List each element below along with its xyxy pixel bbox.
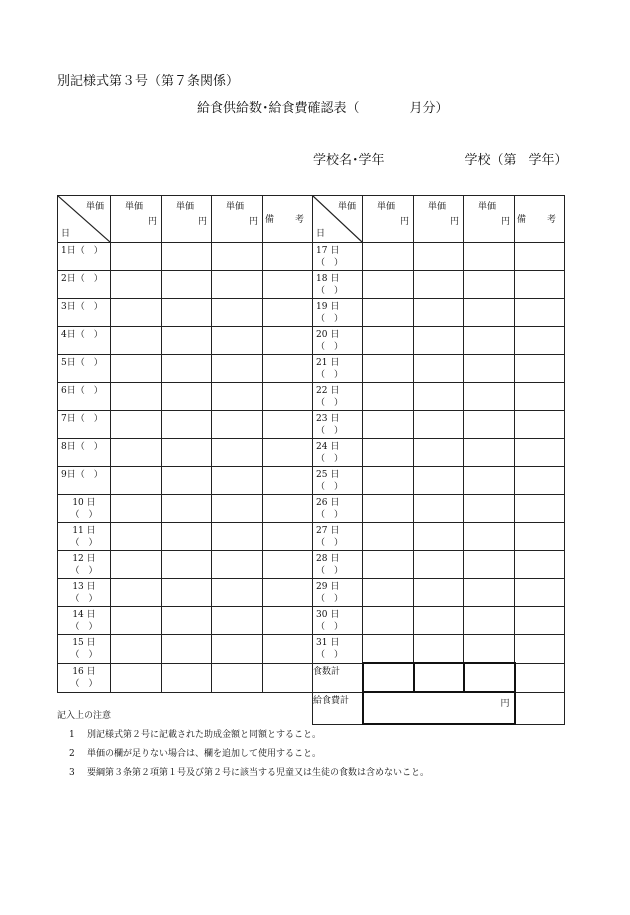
table-row (58, 383, 565, 411)
note-item: 1 別記様式第２号に記載された助成金額と同額とすること。 (69, 730, 322, 740)
day-label-cell: 16 日 （ ） (58, 663, 111, 692)
meals-total-label: 食数計 (313, 663, 363, 692)
entry-cell[interactable] (162, 551, 212, 579)
day-label-cell: 15 日 （ ） (58, 635, 111, 664)
unit-price-header: 単価 円 (111, 196, 162, 243)
table-row (58, 411, 565, 439)
entry-cell[interactable] (464, 635, 515, 664)
entry-cell[interactable] (464, 439, 515, 467)
entry-cell[interactable] (263, 243, 313, 271)
entry-cell[interactable] (515, 243, 565, 271)
unit-price-header: 単価 円 (212, 196, 263, 243)
entry-cell[interactable] (464, 495, 515, 523)
entry-cell[interactable] (212, 243, 263, 271)
entry-cell[interactable] (464, 355, 515, 383)
entry-cell[interactable] (464, 243, 515, 271)
school-end: 学年） (528, 153, 568, 168)
entry-cell[interactable] (464, 327, 515, 355)
day-label-cell: 4日（ ） (58, 327, 111, 355)
entry-cell[interactable] (515, 439, 565, 467)
entry-cell[interactable] (414, 439, 464, 467)
entry-cell[interactable] (162, 271, 212, 299)
notes-title: 記入上の注意 (57, 711, 112, 721)
table-row (58, 439, 565, 467)
entry-cell[interactable] (263, 383, 313, 411)
day-label-cell: 13 日 （ ） (58, 579, 111, 607)
document-title (197, 97, 449, 116)
remarks-header: 備 考 (515, 196, 565, 243)
day-corner-label: 日 (61, 229, 71, 239)
day-label-cell: 30 日 （ ） (313, 607, 363, 635)
day-corner-label: 日 (316, 229, 326, 239)
entry-cell[interactable] (111, 271, 162, 299)
unit-price-header: 単価 円 (363, 196, 414, 243)
entry-cell[interactable] (162, 383, 212, 411)
table-row (58, 523, 565, 551)
entry-cell[interactable] (212, 579, 263, 607)
entry-cell[interactable] (363, 271, 414, 299)
entry-cell[interactable] (111, 495, 162, 523)
notes-section (57, 707, 429, 783)
entry-cell[interactable] (464, 551, 515, 579)
entry-cell[interactable] (162, 523, 212, 551)
day-label-cell: 12 日 （ ） (58, 551, 111, 579)
entry-cell[interactable] (515, 607, 565, 635)
day-label-cell: 7日（ ） (58, 411, 111, 439)
entry-cell[interactable] (414, 271, 464, 299)
entry-cell[interactable] (263, 495, 313, 523)
day-label-cell: 22 日 （ ） (313, 383, 363, 411)
table-row (58, 299, 565, 327)
title-suffix: 月分） (409, 101, 449, 116)
day-label-cell: 28 日 （ ） (313, 551, 363, 579)
entry-cell[interactable] (464, 523, 515, 551)
table-row (58, 495, 565, 523)
unit-price-header: 単価 円 (414, 196, 464, 243)
day-label-cell: 3日（ ） (58, 299, 111, 327)
entry-cell[interactable] (162, 663, 212, 692)
remarks-header: 備 考 (263, 196, 313, 243)
entry-cell[interactable] (363, 607, 414, 635)
entry-cell[interactable] (263, 439, 313, 467)
diagonal-header-cell (58, 196, 111, 243)
day-label-cell: 19 日 （ ） (313, 299, 363, 327)
entry-cell[interactable] (263, 551, 313, 579)
entry-cell[interactable] (515, 467, 565, 495)
entry-cell[interactable] (212, 663, 263, 692)
entry-cell[interactable] (515, 523, 565, 551)
day-label-cell: 17 日 （ ） (313, 243, 363, 271)
day-label-cell: 27 日 （ ） (313, 523, 363, 551)
entry-cell[interactable] (515, 383, 565, 411)
day-label-cell: 23 日 （ ） (313, 411, 363, 439)
entry-cell[interactable] (515, 635, 565, 664)
entry-cell[interactable] (162, 355, 212, 383)
table-row (58, 579, 565, 607)
school-mid: 学校（第 (464, 153, 517, 168)
form-label: 別記様式第３号（第７条関係） (57, 74, 240, 89)
table-row (58, 607, 565, 635)
entry-cell[interactable] (111, 243, 162, 271)
entry-cell[interactable] (212, 523, 263, 551)
entry-cell[interactable] (263, 271, 313, 299)
entry-cell[interactable] (363, 243, 414, 271)
entry-cell[interactable] (414, 579, 464, 607)
entry-cell[interactable] (111, 327, 162, 355)
entry-cell[interactable] (515, 663, 565, 692)
table-row (58, 327, 565, 355)
table-row (58, 243, 565, 271)
table-row (58, 663, 565, 692)
meals-total-cell[interactable] (464, 663, 515, 692)
entry-cell[interactable] (363, 551, 414, 579)
entry-cell[interactable] (212, 551, 263, 579)
entry-cell[interactable] (263, 327, 313, 355)
entry-cell[interactable] (263, 523, 313, 551)
entry-cell[interactable] (414, 327, 464, 355)
entry-cell[interactable] (111, 411, 162, 439)
entry-cell[interactable] (414, 551, 464, 579)
entry-cell[interactable] (363, 579, 414, 607)
diagonal-header-cell (313, 196, 363, 243)
entry-cell[interactable] (212, 607, 263, 635)
entry-cell[interactable] (162, 299, 212, 327)
entry-cell[interactable] (263, 355, 313, 383)
entry-cell[interactable] (162, 243, 212, 271)
day-label-cell: 26 日 （ ） (313, 495, 363, 523)
entry-cell[interactable] (464, 299, 515, 327)
entry-cell[interactable] (212, 383, 263, 411)
entry-cell[interactable] (212, 327, 263, 355)
entry-cell[interactable] (162, 411, 212, 439)
entry-cell[interactable] (111, 439, 162, 467)
entry-cell[interactable] (363, 635, 414, 664)
entry-cell[interactable] (111, 523, 162, 551)
day-label-cell: 31 日 （ ） (313, 635, 363, 664)
day-label-cell: 21 日 （ ） (313, 355, 363, 383)
entry-cell[interactable] (162, 439, 212, 467)
note-item: 3 要綱第３条第２項第１号及び第２号に該当する児童又は生徒の食数は含めないこと。 (69, 768, 430, 778)
table-row (58, 551, 565, 579)
table-row (58, 635, 565, 664)
entry-cell[interactable] (263, 411, 313, 439)
unit-price-corner-label: 単価 (337, 202, 356, 212)
fee-total-cell[interactable]: 円 (363, 692, 515, 724)
entry-cell[interactable] (212, 271, 263, 299)
unit-price-header: 単価 円 (162, 196, 212, 243)
entry-cell[interactable] (111, 299, 162, 327)
day-label-cell: 9日（ ） (58, 467, 111, 495)
day-label-cell: 24 日 （ ） (313, 439, 363, 467)
day-label-cell: 2日（ ） (58, 271, 111, 299)
entry-cell[interactable] (363, 411, 414, 439)
entry-cell[interactable] (111, 635, 162, 664)
entry-cell[interactable] (162, 467, 212, 495)
entry-cell[interactable] (363, 495, 414, 523)
meals-total-cell[interactable] (414, 663, 464, 692)
entry-cell[interactable] (111, 579, 162, 607)
entry-cell[interactable] (363, 467, 414, 495)
header-row (58, 196, 565, 243)
entry-cell[interactable] (111, 607, 162, 635)
entry-cell[interactable] (464, 383, 515, 411)
entry-cell[interactable] (263, 299, 313, 327)
unit-price-corner-label: 単価 (85, 202, 104, 212)
day-label-cell: 29 日 （ ） (313, 579, 363, 607)
entry-cell[interactable] (414, 355, 464, 383)
entry-cell[interactable] (464, 411, 515, 439)
day-label-cell: 20 日 （ ） (313, 327, 363, 355)
entry-cell[interactable] (414, 607, 464, 635)
entry-cell[interactable] (515, 299, 565, 327)
day-label-cell: 11 日 （ ） (58, 523, 111, 551)
entry-cell[interactable] (162, 635, 212, 664)
day-label-cell: 14 日 （ ） (58, 607, 111, 635)
entry-cell[interactable] (263, 635, 313, 664)
entry-cell[interactable] (111, 663, 162, 692)
entry-cell[interactable] (414, 383, 464, 411)
entry-cell[interactable] (111, 355, 162, 383)
day-label-cell: 18 日 （ ） (313, 271, 363, 299)
day-label-cell: 25 日 （ ） (313, 467, 363, 495)
day-label-cell: 10 日 （ ） (58, 495, 111, 523)
entry-cell[interactable] (162, 495, 212, 523)
entry-cell[interactable] (515, 551, 565, 579)
entry-cell[interactable] (363, 299, 414, 327)
entry-cell[interactable] (515, 692, 565, 724)
entry-cell[interactable] (212, 299, 263, 327)
entry-cell[interactable] (162, 327, 212, 355)
school-label: 学校名･学年 (313, 153, 385, 168)
entry-cell[interactable] (515, 271, 565, 299)
entry-cell[interactable] (464, 271, 515, 299)
entry-cell[interactable] (162, 607, 212, 635)
entry-cell[interactable] (414, 635, 464, 664)
entry-cell[interactable] (515, 495, 565, 523)
entry-cell[interactable] (464, 467, 515, 495)
entry-cell[interactable] (414, 411, 464, 439)
day-label-cell: 6日（ ） (58, 383, 111, 411)
entry-cell[interactable] (263, 467, 313, 495)
entry-cell[interactable] (363, 383, 414, 411)
entry-cell[interactable] (363, 327, 414, 355)
entry-cell[interactable] (464, 579, 515, 607)
entry-cell[interactable] (111, 467, 162, 495)
entry-cell[interactable] (515, 327, 565, 355)
entry-cell[interactable] (263, 607, 313, 635)
day-label-cell: 1日（ ） (58, 243, 111, 271)
meal-count-table (57, 195, 565, 725)
note-item: 2 単価の欄が足りない場合は、欄を追加して使用すること。 (69, 749, 322, 759)
school-line (313, 149, 568, 168)
fee-total-label: 給食費計 (313, 692, 363, 724)
entry-cell[interactable] (363, 523, 414, 551)
unit-price-header: 単価 円 (464, 196, 515, 243)
entry-cell[interactable] (515, 579, 565, 607)
entry-cell[interactable] (464, 607, 515, 635)
entry-cell[interactable] (414, 523, 464, 551)
entry-cell[interactable] (212, 355, 263, 383)
meals-total-cell[interactable] (363, 663, 414, 692)
table-row (58, 355, 565, 383)
table-row (58, 467, 565, 495)
entry-cell[interactable] (363, 355, 414, 383)
entry-cell[interactable] (212, 411, 263, 439)
entry-cell[interactable] (515, 411, 565, 439)
entry-cell[interactable] (212, 495, 263, 523)
entry-cell[interactable] (212, 439, 263, 467)
entry-cell[interactable] (414, 243, 464, 271)
entry-cell[interactable] (363, 439, 414, 467)
entry-cell[interactable] (111, 383, 162, 411)
entry-cell[interactable] (263, 663, 313, 692)
entry-cell[interactable] (111, 551, 162, 579)
table-row (58, 271, 565, 299)
day-label-cell: 8日（ ） (58, 439, 111, 467)
day-label-cell: 5日（ ） (58, 355, 111, 383)
entry-cell[interactable] (212, 467, 263, 495)
entry-cell[interactable] (515, 355, 565, 383)
entry-cell[interactable] (162, 579, 212, 607)
entry-cell[interactable] (212, 635, 263, 664)
entry-cell[interactable] (414, 495, 464, 523)
title-prefix: 給食供給数･給食費確認表（ (197, 101, 360, 116)
entry-cell[interactable] (263, 579, 313, 607)
entry-cell[interactable] (414, 467, 464, 495)
entry-cell[interactable] (414, 299, 464, 327)
